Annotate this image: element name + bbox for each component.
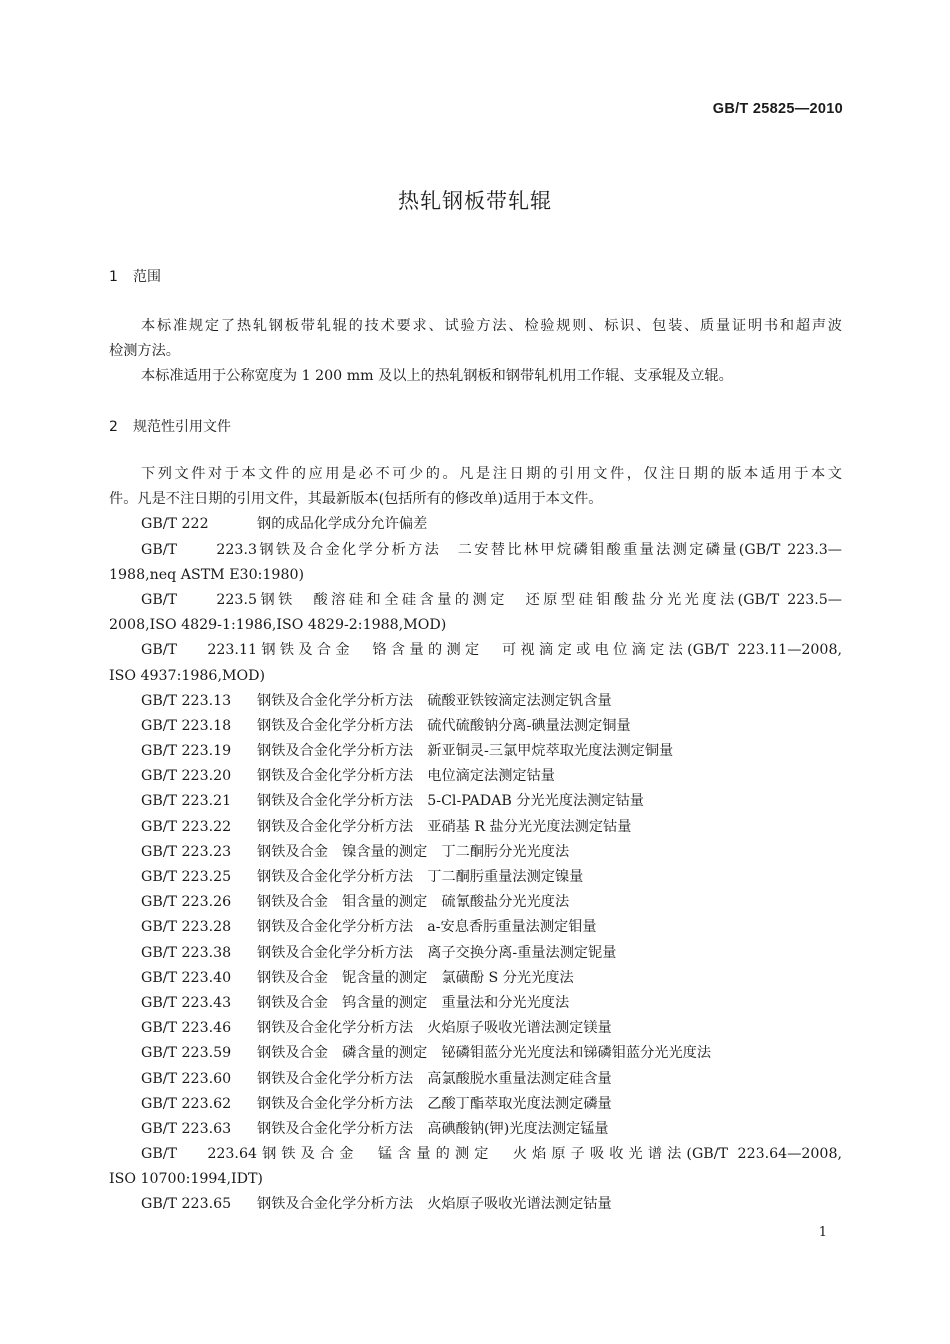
- reference-entry: [109, 1092, 842, 1117]
- section-title: 范围: [133, 269, 161, 285]
- reference-title: 钢铁及合金化学分析方法 二安替比林甲烷磷钼酸重量法测定磷量(GB/T 223.3—: [257, 541, 842, 558]
- reference-title: 钢铁及合金化学分析方法 丁二酮肟重量法测定镍量: [257, 869, 584, 885]
- reference-code: GB/T 223.43: [141, 994, 232, 1011]
- reference-code: GB/T 223.59: [141, 1045, 232, 1062]
- reference-code: GB/T 223.13: [141, 692, 232, 709]
- reference-entry: [109, 865, 842, 890]
- reference-list: [109, 512, 842, 1217]
- paragraph-line: 下列文件对于本文件的应用是必不可少的。凡是注日期的引用文件，仅注日期的版本适用于本文: [141, 466, 842, 482]
- reference-code: GB/T 223.11: [141, 642, 257, 659]
- reference-entry: [109, 966, 842, 991]
- reference-continuation: ISO 4937:1986,MOD): [109, 667, 266, 684]
- reference-title: 钢铁及合金 铬含量的测定 可视滴定或电位滴定法(GB/T 223.11—2008,: [257, 642, 842, 659]
- reference-title: 钢铁及合金 磷含量的测定 铋磷钼蓝分光光度法和锑磷钼蓝分光光度法: [257, 1045, 712, 1062]
- reference-entry: [109, 538, 842, 563]
- reference-title: 钢铁及合金化学分析方法 亚硝基 R 盐分光光度法测定钴量: [257, 818, 632, 835]
- paragraph-line: 检测方法。: [109, 343, 180, 360]
- reference-title: 钢铁及合金化学分析方法 硫代硫酸钠分离-碘量法测定铜量: [257, 717, 631, 734]
- section-number: 1: [109, 269, 118, 285]
- section-2-heading: [109, 416, 231, 436]
- reference-code: GB/T 223.21: [141, 793, 232, 810]
- reference-code: GB/T 223.62: [141, 1095, 232, 1112]
- paragraph-line: 本标准规定了热轧钢板带轧辊的技术要求、试验方法、检验规则、标识、包装、质量证明书和超声波: [141, 318, 842, 334]
- reference-code: GB/T 223.65: [141, 1196, 232, 1213]
- reference-entry: [109, 1016, 842, 1041]
- reference-entry: [109, 991, 842, 1016]
- reference-title: 钢铁及合金 镍含量的测定 丁二酮肟分光光度法: [257, 843, 570, 860]
- reference-title: 钢铁及合金 锰含量的测定 火焰原子吸收光谱法(GB/T 223.64—2008,: [257, 1146, 842, 1163]
- document-title: 热轧钢板带轧辊: [398, 189, 552, 213]
- reference-title: 钢铁及合金化学分析方法 乙酸丁酯萃取光度法测定磷量: [257, 1095, 612, 1112]
- reference-entry: [109, 689, 842, 714]
- reference-title: 钢铁及合金化学分析方法 5-Cl-PADAB 分光光度法测定钴量: [257, 793, 644, 810]
- reference-entry: [109, 512, 842, 537]
- paragraph-line: 件。凡是不注日期的引用文件，其最新版本(包括所有的修改单)适用于本文件。: [109, 491, 603, 508]
- reference-code: GB/T 223.22: [141, 818, 232, 835]
- reference-continuation: 1988,neq ASTM E30:1980): [109, 566, 305, 583]
- reference-code: GB/T 223.63: [141, 1120, 232, 1137]
- section-1-body: [109, 314, 842, 390]
- reference-entry: [109, 638, 842, 663]
- reference-code: GB/T 223.18: [141, 717, 232, 734]
- reference-title: 钢铁及合金化学分析方法 离子交换分离-重量法测定铌量: [257, 944, 617, 961]
- reference-code: GB/T 223.19: [141, 743, 232, 760]
- reference-title: 钢的成品化学成分允许偏差: [257, 516, 428, 533]
- reference-title: 钢铁及合金化学分析方法 火焰原子吸收光谱法测定镁量: [257, 1020, 612, 1037]
- reference-title: 钢铁及合金化学分析方法 硫酸亚铁铵滴定法测定钒含量: [257, 692, 612, 709]
- reference-code: GB/T 223.60: [141, 1070, 232, 1087]
- reference-code: GB/T 223.20: [141, 768, 232, 785]
- reference-entry: [109, 1067, 842, 1092]
- section-number: 2: [109, 419, 118, 435]
- reference-title: 钢铁及合金化学分析方法 电位滴定法测定钴量: [257, 768, 555, 785]
- reference-entry: [109, 714, 842, 739]
- reference-entry: [109, 890, 842, 915]
- section-2-body: [109, 462, 842, 1218]
- reference-code: GB/T 223.23: [141, 843, 232, 860]
- reference-entry: [109, 588, 842, 613]
- reference-code: GB/T 223.25: [141, 869, 232, 885]
- reference-code: GB/T 222: [141, 516, 209, 533]
- reference-title: 钢铁及合金化学分析方法 高碘酸钠(钾)光度法测定锰量: [257, 1120, 609, 1137]
- reference-entry: [109, 789, 842, 814]
- reference-title: 钢铁 酸溶硅和全硅含量的测定 还原型硅钼酸盐分光光度法(GB/T 223.5—: [257, 591, 842, 608]
- reference-entry: [109, 1192, 842, 1217]
- reference-entry: [109, 941, 842, 966]
- reference-title: 钢铁及合金 钼含量的测定 硫氰酸盐分光光度法: [257, 894, 570, 911]
- reference-title: 钢铁及合金 钨含量的测定 重量法和分光光度法: [257, 994, 570, 1011]
- reference-code: GB/T 223.26: [141, 894, 232, 911]
- section-title: 规范性引用文件: [133, 419, 231, 435]
- reference-title: 钢铁及合金化学分析方法 高氯酸脱水重量法测定硅含量: [257, 1070, 612, 1087]
- reference-code: GB/T 223.5: [141, 591, 257, 608]
- reference-entry: [109, 1142, 842, 1167]
- reference-code: GB/T 223.3: [141, 541, 257, 558]
- reference-continuation: ISO 10700:1994,IDT): [109, 1171, 263, 1188]
- reference-entry: [109, 1041, 842, 1066]
- reference-title: 钢铁及合金化学分析方法 新亚铜灵-三氯甲烷萃取光度法测定铜量: [257, 743, 674, 760]
- reference-entry: [109, 840, 842, 865]
- reference-entry: [109, 815, 842, 840]
- section-1-heading: [109, 266, 161, 286]
- page-number: 1: [818, 1225, 827, 1240]
- reference-code: GB/T 223.64: [141, 1146, 257, 1163]
- reference-code: GB/T 223.28: [141, 919, 232, 936]
- reference-title: 钢铁及合金化学分析方法 火焰原子吸收光谱法测定钴量: [257, 1196, 612, 1213]
- standard-code: GB/T 25825—2010: [712, 101, 843, 117]
- reference-code: GB/T 223.40: [141, 969, 232, 986]
- reference-code: GB/T 223.38: [141, 944, 232, 961]
- reference-entry: [109, 1117, 842, 1142]
- reference-entry: [109, 739, 842, 764]
- reference-code: GB/T 223.46: [141, 1020, 232, 1037]
- reference-title: 钢铁及合金化学分析方法 a-安息香肟重量法测定钼量: [257, 919, 597, 936]
- paragraph-line: 本标准适用于公称宽度为 1 200 mm 及以上的热轧钢板和钢带轧机用工作辊、支承辊及立辊。: [141, 368, 733, 385]
- reference-entry: [109, 915, 842, 940]
- reference-entry: [109, 764, 842, 789]
- reference-title: 钢铁及合金 铌含量的测定 氯磺酚 S 分光光度法: [257, 969, 574, 986]
- reference-continuation: 2008,ISO 4829-1:1986,ISO 4829-2:1988,MOD): [109, 617, 447, 634]
